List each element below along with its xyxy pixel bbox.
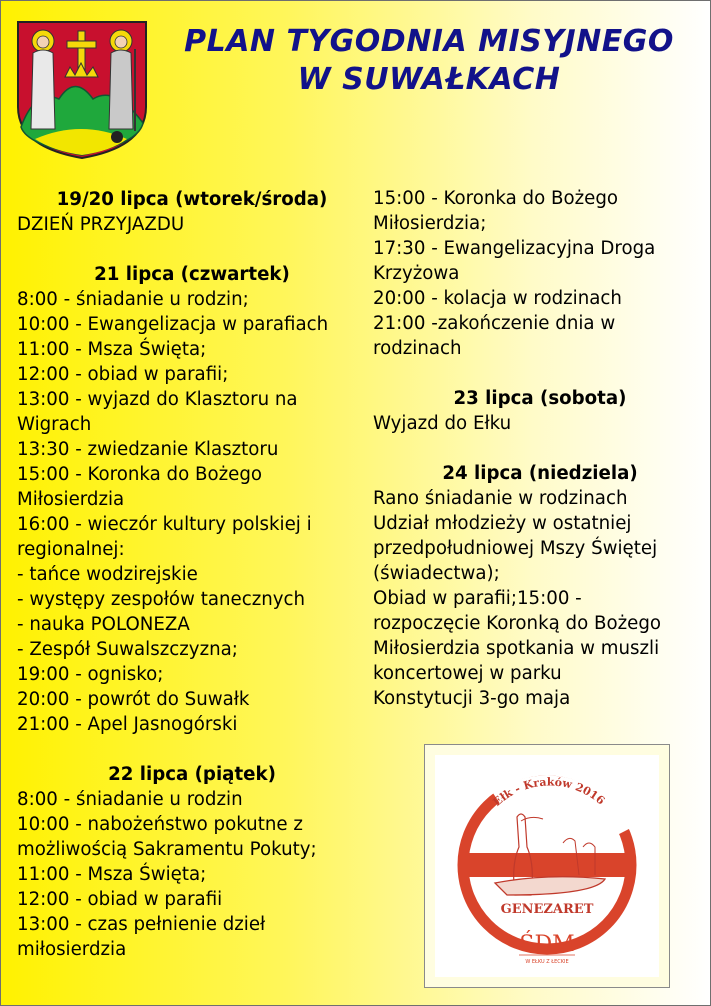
schedule-line: 15:00 - Koronka do Bożego <box>373 188 619 209</box>
schedule-line: 13:30 - zwiedzanie Klasztoru <box>17 439 279 460</box>
schedule-line: 8:00 - śniadanie u rodzin; <box>17 289 249 310</box>
schedule-line: Obiad w parafii;15:00 - <box>373 588 582 609</box>
schedule-line: 17:30 - Ewangelizacyjna Droga <box>373 238 656 259</box>
schedule-line: 12:00 - obiad w parafii; <box>17 364 229 385</box>
schedule-left-column <box>17 187 367 962</box>
schedule-line: 10:00 - nabożeństwo pokutne z <box>17 814 303 835</box>
logo-sdm-subtext: W EŁKU Z ŁECKIE <box>525 959 569 965</box>
schedule-line: Konstytucji 3-go maja <box>373 688 571 709</box>
schedule-line: rozpoczęcie Koronką do Bożego <box>373 613 661 634</box>
logo-arc-text: Ełk - Kraków 2016 <box>490 775 608 809</box>
schedule-line: Miłosierdzia; <box>373 213 487 234</box>
schedule-right-column <box>373 186 707 711</box>
schedule-line: 20:00 - kolacja w rodzinach <box>373 288 622 309</box>
schedule-line: Rano śniadanie w rodzinach <box>373 488 628 509</box>
schedule-line: 11:00 - Msza Święta; <box>17 864 207 885</box>
schedule-line: 11:00 - Msza Święta; <box>17 339 207 360</box>
schedule-line: - występy zespołów tanecznych <box>17 589 306 610</box>
schedule-line: Miłosierdzia <box>17 489 125 510</box>
schedule-line: DZIEŃ PRZYJAZDU <box>17 214 185 235</box>
schedule-line: możliwością Sakramentu Pokuty; <box>17 839 317 860</box>
logo-sdm-text: ŚDM <box>519 932 575 957</box>
schedule-line: Wigrach <box>17 414 92 435</box>
day-heading: 24 lipca (niedziela) <box>442 463 638 484</box>
poster-title <box>151 23 707 99</box>
schedule-line: 20:00 - powrót do Suwałk <box>17 689 250 710</box>
schedule-line: Wyjazd do Ełku <box>373 413 512 434</box>
day-heading: 21 lipca (czwartek) <box>94 264 290 285</box>
day-heading: 23 lipca (sobota) <box>453 388 627 409</box>
schedule-line: regionalnej: <box>17 539 125 560</box>
schedule-line: 21:00 -zakończenie dnia w <box>373 313 616 334</box>
schedule-line: (świadectwa); <box>373 563 500 584</box>
schedule-line: Miłosierdzia spotkania w muszli <box>373 638 660 659</box>
genezaret-logo <box>435 755 659 977</box>
schedule-line: 21:00 - Apel Jasnogórski <box>17 714 238 735</box>
suwalki-coat-of-arms <box>15 19 149 161</box>
schedule-line: - nauka POLONEZA <box>17 614 190 635</box>
title-line-2: W SUWAŁKACH <box>297 62 561 97</box>
day-heading: 19/20 lipca (wtorek/środa) <box>56 189 328 210</box>
schedule-line: - Zespół Suwalszczyzna; <box>17 639 238 660</box>
schedule-line: - tańce wodzirejskie <box>17 564 198 585</box>
day-heading: 22 lipca (piątek) <box>108 764 276 785</box>
schedule-line: koncertowej w parku <box>373 663 562 684</box>
schedule-line: Krzyżowa <box>373 263 460 284</box>
schedule-line: 16:00 - wieczór kultury polskiej i <box>17 514 312 535</box>
schedule-line: 13:00 - czas pełnienie dzieł <box>17 914 266 935</box>
schedule-line: miłosierdzia <box>17 939 127 960</box>
schedule-line: Udział młodzieży w ostatniej <box>373 513 632 534</box>
genezaret-logo-frame <box>424 744 670 988</box>
logo-banner-text: GENEZARET <box>500 902 594 917</box>
schedule-line: 8:00 - śniadanie u rodzin <box>17 789 243 810</box>
schedule-line: 15:00 - Koronka do Bożego <box>17 464 263 485</box>
sdm-logo-graphic <box>435 755 659 977</box>
schedule-line: 13:00 - wyjazd do Klasztoru na <box>17 389 298 410</box>
schedule-line: rodzinach <box>373 338 462 359</box>
schedule-line: 10:00 - Ewangelizacja w parafiach <box>17 314 329 335</box>
schedule-line: przedpołudniowej Mszy Świętej <box>373 538 658 559</box>
title-line-1: PLAN TYGODNIA MISYJNEGO <box>184 24 674 59</box>
schedule-line: 19:00 - ognisko; <box>17 664 164 685</box>
schedule-line: 12:00 - obiad w parafii <box>17 889 223 910</box>
